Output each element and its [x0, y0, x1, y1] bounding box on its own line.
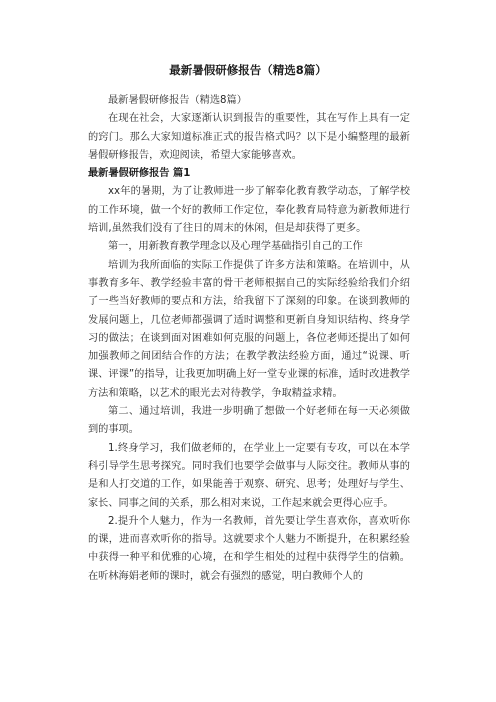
paragraph: 第一，用新教育教学理念以及心理学基础指引自己的工作 [108, 241, 363, 253]
paragraph: 培训为我所面临的实际工作提供了许多方法和策略。在培训中，从事教育多年、教学经验丰富的骨干老师根据自己的实际经验给我们介绍了一些当好教师的要点和方法，给我留下了深刻的印象。在谈到教师的发展问题上，几位老师都强调了适时调整和更新自身知识结构、终身学习的做法；在谈到面对困难如何克服的问题上，各位老师还提出了如何加强教师之间团结合作的方法；在教学教法经验方面，通过“说课、听课、评课”的指导，让我更加明确上好一堂专业课的标准，适时改进教学方法和策略，以艺术的眼光去对待教学，争取精益求精。 [88, 259, 410, 399]
paragraph: 1.终身学习，我们做老师的，在学业上一定要有专攻，可以在本学科引导学生思考探究。同时我们也要学会做事与人际交往。教师从事的是和人打交道的工作，如果能善于观察、研究、思考；处理好与学生、家长、同事之间的关系，那么相对来说，工作起来就会更得心应手。 [88, 442, 410, 509]
paragraph-intro: 在现在社会，大家逐渐认识到报告的重要性，其在写作上具有一定的窍门。那么大家知道标准正式的报告格式吗？以下是小编整理的最新暑假研修报告，欢迎阅读，希望大家能够喜欢。 [88, 113, 410, 161]
paragraph: 2.提升个人魅力，作为一名教师，首先要让学生喜欢你，喜欢听你的课，进而喜欢听你的指导。这就要求个人魅力不断提升，在积累经验中获得一种平和优雅的心境，在和学生相处的过程中获得学生的信赖。在听林海娟老师的课时，就会有强烈的感觉，明白教师个人的 [88, 515, 410, 582]
section-heading: 最新暑假研修报告 篇1 [88, 168, 191, 180]
document-body [88, 92, 410, 586]
paragraph: xx年的暑期，为了让教师进一步了解奉化教育教学动态，了解学校的工作环境，做一个好的教师工作定位，奉化教育局特意为新教师进行培训,虽然我们没有了往日的周末的休闲，但是却获得了更多。 [88, 186, 410, 235]
paragraph: 第二、通过培训，我进一步明确了想做一个好老师在每一天必须做到的事项。 [88, 406, 410, 436]
document-title: 最新暑假研修报告（精选8篇） [169, 63, 327, 77]
paragraph-subtitle: 最新暑假研修报告（精选8篇） [108, 95, 247, 106]
